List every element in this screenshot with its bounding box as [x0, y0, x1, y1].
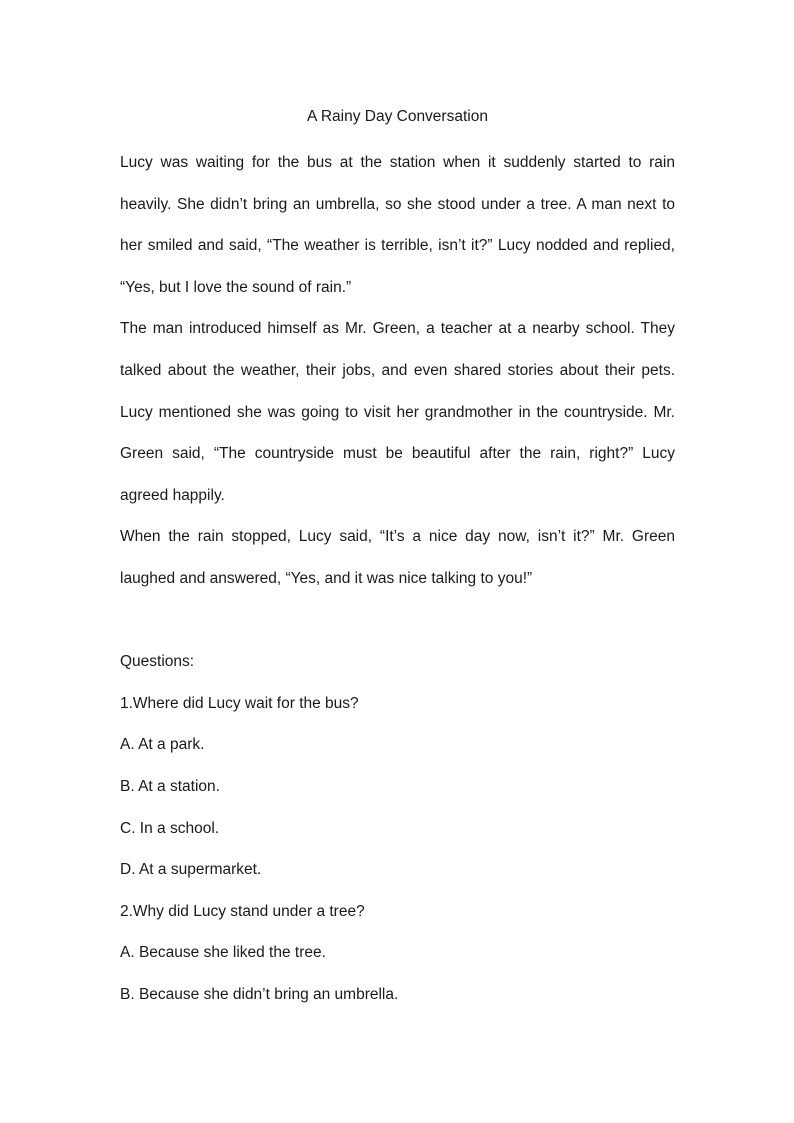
answer-option: A. At a park. [120, 736, 205, 754]
question-prompt: 2.Why did Lucy stand under a tree? [120, 902, 365, 920]
questions-heading: Questions: [120, 653, 195, 671]
answer-option: A. Because she liked the tree. [120, 944, 326, 962]
section-gap [120, 600, 675, 642]
story-paragraph-2: The man introduced himself as Mr. Green, a teacher at a nearby school. They talked about the weather, their jobs, and even shared stories about their pets. Lucy mentioned she was going to visit her grandmother in the countryside. Mr. Green said, “The countryside must be beautiful after the rain, right?” Lucy agreed happily. [120, 320, 675, 504]
answer-option: B. Because she didn’t bring an umbrella. [120, 985, 399, 1003]
question-2 [120, 891, 675, 1016]
question-1 [120, 683, 675, 891]
question-prompt: 1.Where did Lucy wait for the bus? [120, 694, 359, 712]
answer-option: C. In a school. [120, 819, 220, 837]
document-body [120, 104, 675, 1015]
answer-option: B. At a station. [120, 777, 220, 795]
document-title: A Rainy Day Conversation [307, 108, 488, 125]
answer-option: D. At a supermarket. [120, 861, 262, 879]
story-paragraph-3: When the rain stopped, Lucy said, “It’s a nice day now, isn’t it?” Mr. Green laughed and answered, “Yes, and it was nice talking to you!” [120, 528, 675, 587]
story-paragraph-1: Lucy was waiting for the bus at the station when it suddenly started to rain heavily. She didn’t bring an umbrella, so she stood under a tree. A man next to her smiled and said, “The weather is terrible, isn’t it?” Lucy nodded and replied, “Yes, but I love the sound of rain.” [120, 154, 675, 296]
